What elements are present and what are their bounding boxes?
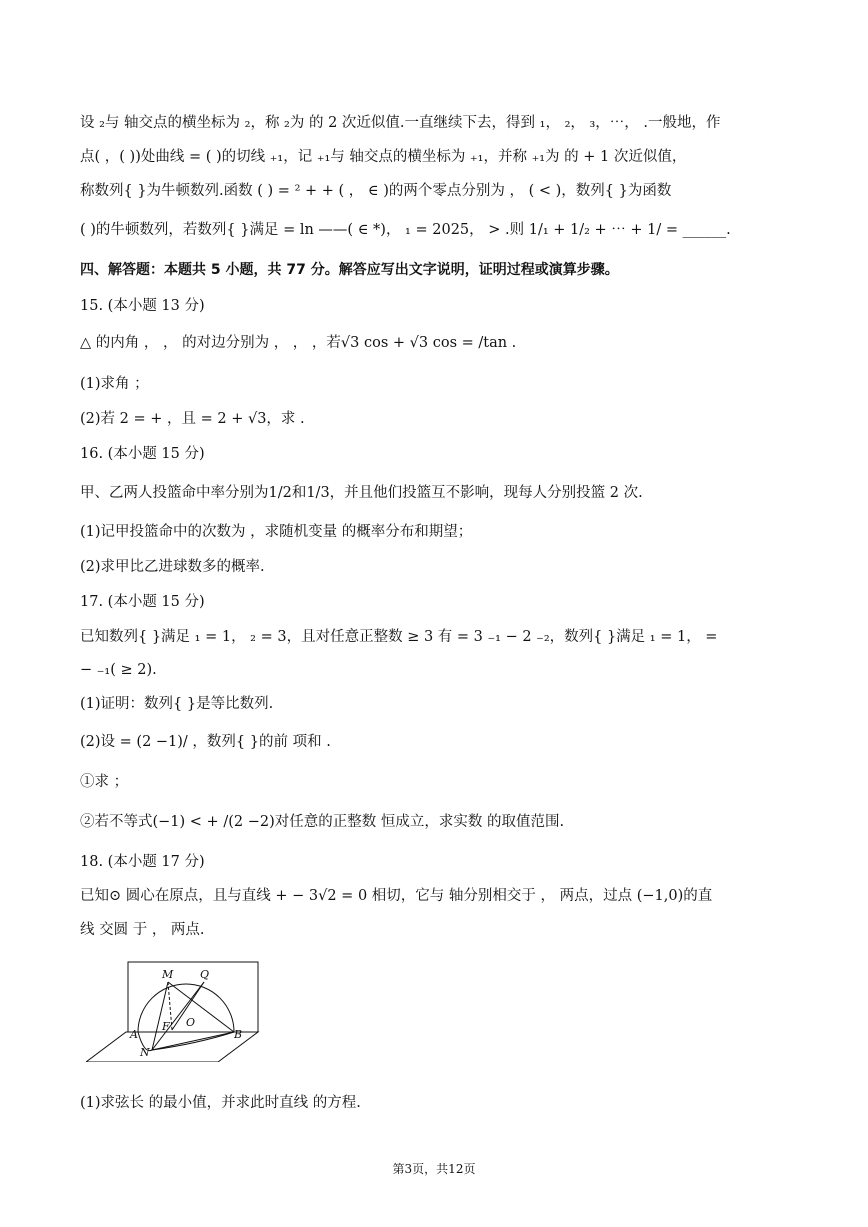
problem-17-part-1: (1)证明：数列{ }是等比数列. [80, 696, 274, 712]
problem-15-statement: △ 的内角 ， ， 的对边分别为 ， ， ，若√3 cos + √3 cos = /tan . [80, 335, 517, 351]
problem-17-statement-2: − ₋₁( ≥ 2). [80, 662, 157, 678]
problem-18-statement-2: 线 交圆 于 ， 两点. [80, 922, 205, 938]
problem-16-part-2: (2)求甲比乙进球数多的概率. [80, 559, 265, 575]
text-line-3: 称数列{ }为牛顿数列.函数 ( ) = ² + + ( ， ∈ )的两个零点分别为 ， ( < )，数列{ }为函数 [80, 183, 672, 199]
text-line-2: 点( ，( ))处曲线 = ( )的切线 ₊₁，记 ₊₁与 轴交点的横坐标为 ₊₁，并称 ₊₁为 的 + 1 次近似值， [80, 149, 687, 165]
text-line-1: 设 ₂与 轴交点的横坐标为 ₂，称 ₂为 的 2 次近似值.一直继续下去，得到 ₁， ₂， ₃，⋯， .一般地，作 [80, 115, 721, 131]
problem-15-part-2: (2)若 2 = + ，且 = 2 + √3，求 . [80, 411, 305, 427]
problem-17-title: 17. (本小题 15 分) [80, 594, 205, 610]
problem-18-part-1: (1)求弦长 的最小值，并求此时直线 的方程. [80, 1095, 361, 1111]
problem-18-title: 18. (本小题 17 分) [80, 854, 205, 870]
figure-label-o: O [186, 1016, 196, 1029]
figure-label-f: F [162, 1020, 170, 1033]
text-line-4: ( )的牛顿数列，若数列{ }满足 = ln ——( ∈ *)， ₁ = 2025， > .则 1/₁ + 1/₂ + ⋯ + 1/ = ______. [80, 222, 731, 238]
problem-17-statement-1: 已知数列{ }满足 ₁ = 1， ₂ = 3，且对任意正整数 ≥ 3 有 = 3 ₋₁ − 2 ₋₂，数列{ }满足 ₁ = 1， = [80, 629, 718, 645]
problem-17-part-2: (2)设 = (2 −1)/ ，数列{ }的前 项和 . [80, 734, 331, 750]
problem-15-title: 15. (本小题 13 分) [80, 298, 205, 314]
problem-18-statement-1: 已知⊙ 圆心在原点，且与直线 + − 3√2 = 0 相切，它与 轴分别相交于 ， 两点，过点 (−1,0)的直 [80, 888, 713, 904]
problem-17-part-2-i: ①求 ； [80, 774, 129, 790]
page-footer: 第3页，共12页 [392, 1162, 476, 1176]
problem-16-statement: 甲、乙两人投篮命中率分别为1/2和1/3，并且他们投篮互不影响，现每人分别投篮 2 次. [80, 485, 643, 501]
figure-label-n: N [140, 1046, 150, 1059]
geometry-figure [86, 958, 266, 1062]
problem-16-title: 16. (本小题 15 分) [80, 446, 205, 462]
problem-16-part-1: (1)记甲投篮命中的次数为 ，求随机变量 的概率分布和期望； [80, 524, 473, 540]
figure-label-b: B [234, 1028, 243, 1041]
problem-15-part-1: (1)求角 ； [80, 376, 149, 392]
problem-17-part-2-ii: ②若不等式(−1) < + /(2 −2)对任意的正整数 恒成立，求实数 的取值范围. [80, 814, 565, 830]
figure-label-a: A [130, 1028, 138, 1041]
figure-label-m: M [162, 968, 174, 981]
figure-label-q: Q [200, 968, 210, 981]
section-heading: 四、解答题：本题共 5 小题，共 77 分。解答应写出文字说明，证明过程或演算步骤。 [80, 262, 619, 278]
